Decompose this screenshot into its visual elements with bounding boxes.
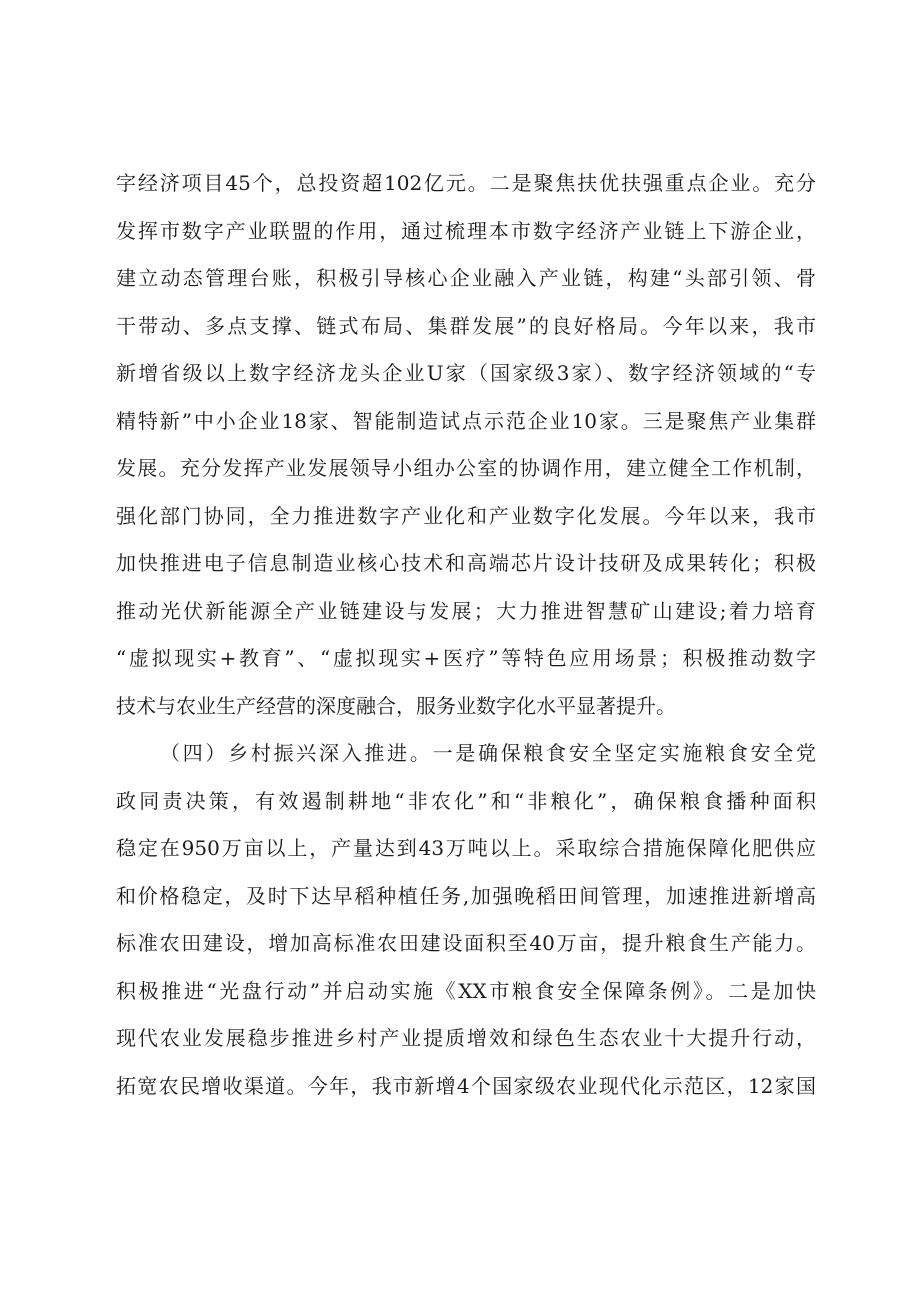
text-line: 现代农业发展稳步推进乡村产业提质增效和绿色生态农业十大提升行动， <box>116 1026 816 1050</box>
paragraph-digital-economy <box>116 160 816 730</box>
text-line: 标准农田建设，增加高标准农田建设面积至40万亩，提升粮食生产能力。 <box>116 931 816 955</box>
text-line: 加快推进电子信息制造业核心技术和高端芯片设计技研及成果转化；积极 <box>116 551 816 575</box>
document-body <box>116 160 816 1110</box>
text-line: 干带动、多点支撑、链式布局、集群发展”的良好格局。今年以来，我市 <box>116 313 816 338</box>
text-line: 政同责决策，有效遏制耕地“非农化”和“非粮化”，确保粮食播种面积 <box>116 788 816 813</box>
paragraph-heading-line: （四）乡村振兴深入推进。一是确保粮食安全坚定实施粮食安全党 <box>160 741 816 765</box>
text-line: 发挥市数字产业联盟的作用，通过梳理本市数字经济产业链上下游企业， <box>116 218 816 243</box>
text-line: 拓宽农民增收渠道。今年，我市新增4个国家级农业现代化示范区，12家国 <box>116 1073 816 1098</box>
text-line: 积极推进“光盘行动”并启动实施《XX市粮食安全保障条例》。二是加快 <box>116 978 816 1003</box>
text-line: 建立动态管理台账，积极引导核心企业融入产业链，构建“头部引领、骨 <box>116 266 816 290</box>
text-line: “虚拟现实+教育”、“虚拟现实+医疗”等特色应用场景；积极推动数字 <box>116 646 816 670</box>
text-line: 稳定在950万亩以上，产量达到43万吨以上。采取综合措施保障化肥供应 <box>116 836 816 860</box>
text-line: 强化部门协同，全力推进数字产业化和产业数字化发展。今年以来，我市 <box>116 503 816 528</box>
text-line: 和价格稳定，及时下达早稻种植任务,加强晚稻田间管理，加速推进新增高 <box>116 883 816 908</box>
text-line: 字经济项目45个，总投资超102亿元。二是聚焦扶优扶强重点企业。充分 <box>116 171 816 195</box>
text-line: 技术与农业生产经营的深度融合，服务业数字化水平显著提升。 <box>116 693 676 718</box>
text-line: 新增省级以上数字经济龙头企业U家（国家级3家）、数字经济领域的“专 <box>116 361 816 385</box>
paragraph-rural-revitalization <box>116 730 816 1110</box>
text-line: 精特新”中小企业18家、智能制造试点示范企业10家。三是聚焦产业集群 <box>116 408 816 433</box>
text-line: 推动光伏新能源全产业链建设与发展；大力推进智慧矿山建设;着力培育 <box>116 598 816 623</box>
text-line: 发展。充分发挥产业发展领导小组办公室的协调作用，建立健全工作机制， <box>116 456 816 480</box>
